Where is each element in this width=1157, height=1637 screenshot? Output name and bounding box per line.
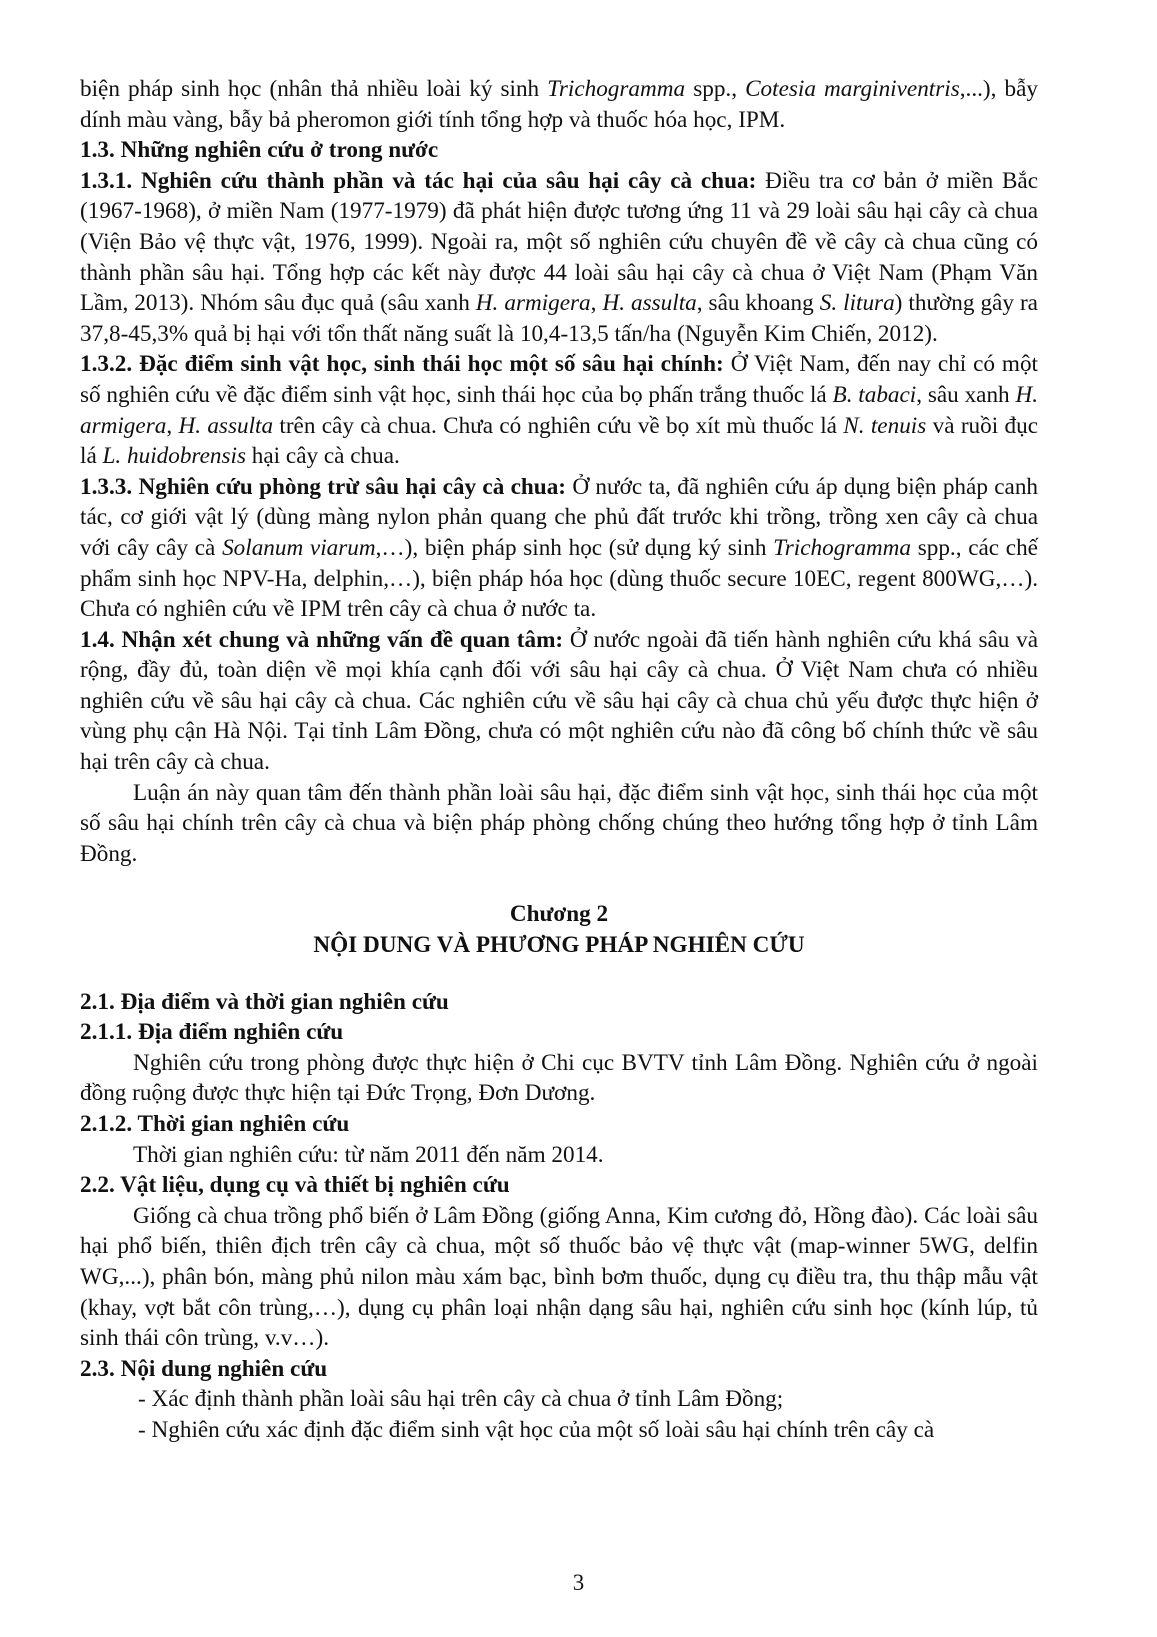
inline-heading: 1.3.3. Nghiên cứu phòng trừ sâu hại cây cà chua: [80,473,567,500]
spacer [80,961,1038,987]
paragraph-1-3-2 [80,349,1038,471]
species-name: S. litura [819,290,895,317]
inline-heading: 1.4. Nhận xét chung và những vấn đề quan tâm: [80,626,564,653]
list-item: - Xác định thành phần loài sâu hại trên cây cà chua ở tỉnh Lâm Đồng; [138,1386,784,1413]
text-run: spp., các chế phẩm sinh học NPV-Ha, delphin,…), biện pháp hóa học (dùng thuốc secure 10EC, regent 800WG,…). Chưa có nghiên cứu về IPM trên cây cà chua ở nước ta. [80,534,1038,623]
spacer [80,869,1038,899]
paragraph-1-4 [80,625,1038,778]
text-run: trên cây cà chua. Chưa có nghiên cứu về bọ xít mù thuốc lá [273,412,844,439]
species-name: Solanum viarum [222,534,376,561]
text-run: hại cây cà chua. [245,443,400,470]
paragraph-2-1-1: Nghiên cứu trong phòng được thực hiện ở Chi cục BVTV tỉnh Lâm Đồng. Nghiên cứu ở ngoài đồng ruộng được thực hiện tại Đức Trọng, Đơn Dương. [80,1049,1038,1107]
document-page [80,74,1038,1446]
section-heading-2-2: 2.2. Vật liệu, dụng cụ và thiết bị nghiên cứu [80,1172,510,1199]
paragraph-2-2: Giống cà chua trồng phổ biến ở Lâm Đồng (giống Anna, Kim cương đỏ, Hồng đào). Các loài sâu hại phổ biến, thiên địch trên cây cà chua, một số thuốc bảo vệ thực vật (map-winner 5WG, delfin WG,...), phân bón, màng phủ nilon màu xám bạc, bình bơm thuốc, dụng cụ điều tra, thu thập mẫu vật (khay, vợt bắt côn trùng,…), dụng cụ phân loại nhận dạng sâu hại, nghiên cứu sinh học (kính lúp, tủ sinh thái côn trùng, v.v…). [80,1202,1038,1352]
chapter-label: Chương 2 [509,901,609,928]
text-run: spp., [685,76,746,102]
text-run: ,…), biện pháp sinh học (sử dụng ký sinh [375,534,774,561]
species-name: B. tabaci [832,381,917,408]
text-run: và ruồi đục lá [80,412,1038,470]
species-name: H. assulta [602,290,697,317]
text-run: ) thường gây ra 37,8-45,3% quả bị hại với tổn thất năng suất là 10,4-13,5 tấn/ha (Nguyễn Kim Chiến, 2012). [80,290,1038,347]
text-run: Ở nước ngoài đã tiến hành nghiên cứu khá sâu và rộng, đầy đủ, toàn diện về mọi khía cạnh đối với sâu hại cây cà chua. Ở Việt Nam chưa có nhiều nghiên cứu về sâu hại cây cà chua. Các nghiên cứu về sâu hại cây cà chua chủ yếu được thực hiện ở vùng phụ cận Hà Nội. Tại tỉnh Lâm Đồng, chưa có một nghiên cứu nào đã công bố chính thức về sâu hại trên cây cà chua. [80,626,1038,776]
species-name: L. huidobrensis [102,443,246,470]
species-name: H. armigera [475,290,591,317]
inline-heading: 1.3.2. Đặc điểm sinh vật học, sinh thái học một số sâu hại chính: [80,351,724,378]
text-run: Ở Việt Nam, đến nay chỉ có một số nghiên cứu về đặc điểm sinh vật học, sinh thái học của bọ phấn trắng thuốc lá [80,351,1039,408]
chapter-title: NỘI DUNG VÀ PHƯƠNG PHÁP NGHIÊN CỨU [313,932,805,959]
species-name: H. assulta [178,412,274,439]
text-run: , [590,290,603,317]
species-name: H. armigera [80,381,1038,439]
species-name: N. tenuis [843,412,927,439]
text-run: , sâu xanh [916,381,1016,408]
section-heading-2-1: 2.1. Địa điểm và thời gian nghiên cứu [80,988,449,1015]
paragraph-intro-continuation [80,74,1038,135]
text-run: biện pháp sinh học (nhân thả nhiều loài ký sinh [80,76,548,102]
text-run: , sâu khoang [696,290,820,317]
text-run: Ở nước ta, đã nghiên cứu áp dụng biện pháp canh tác, cơ giới vật lý (dùng màng nylon phản quang che phủ đất trước khi trồng, trồng xen cây cà chua với cây cây cà [80,473,1039,561]
species-name: Trichogramma [547,76,686,102]
species-name: Trichogramma [773,534,911,561]
paragraph-2-1-2: Thời gian nghiên cứu: từ năm 2011 đến năm 2014. [133,1141,604,1168]
section-heading-2-1-2: 2.1.2. Thời gian nghiên cứu [80,1111,350,1137]
page-number: 3 [572,1570,585,1595]
inline-heading: 1.3.1. Nghiên cứu thành phần và tác hại của sâu hại cây cà chua: [80,167,757,194]
section-heading-2-1-1: 2.1.1. Địa điểm nghiên cứu [80,1019,344,1046]
text-run: ,...), bẫy dính màu vàng, bẫy bả pheromon giới tính tổng hợp và thuốc hóa học, IPM. [80,76,1038,133]
paragraph-1-3-3 [80,472,1038,625]
text-run: Điều tra cơ bản ở miền Bắc (1967-1968), ở miền Nam (1977-1979) đã phát hiện được tương ứng 11 và 29 loài sâu hại cây cà chua (Viện Bảo vệ thực vật, 1976, 1999). Ngoài ra, một số nghiên cứu chuyên đề về cây cà chua cũng có thành phần sâu hại. Tổng hợp các kết này được 44 loài sâu hại cây cà chua ở Việt Nam (Phạm Văn Lầm, 2013). Nhóm sâu đục quả (sâu xanh [80,167,1038,317]
paragraph-1-4-thesis-focus: Luận án này quan tâm đến thành phần loài sâu hại, đặc điểm sinh vật học, sinh thái học của một số sâu hại chính trên cây cà chua và biện pháp phòng chống chúng theo hướng tổng hợp ở tỉnh Lâm Đồng. [80,779,1038,867]
section-heading-1-3: 1.3. Những nghiên cứu ở trong nước [80,137,439,164]
paragraph-1-3-1 [80,166,1038,350]
species-name: Cotesia marginiventris [745,76,960,102]
text-run: , [166,412,179,439]
section-heading-2-3: 2.3. Nội dung nghiên cứu [80,1355,328,1382]
list-item: - Nghiên cứu xác định đặc điểm sinh vật học của một số loài sâu hại chính trên cây cà [138,1416,935,1443]
